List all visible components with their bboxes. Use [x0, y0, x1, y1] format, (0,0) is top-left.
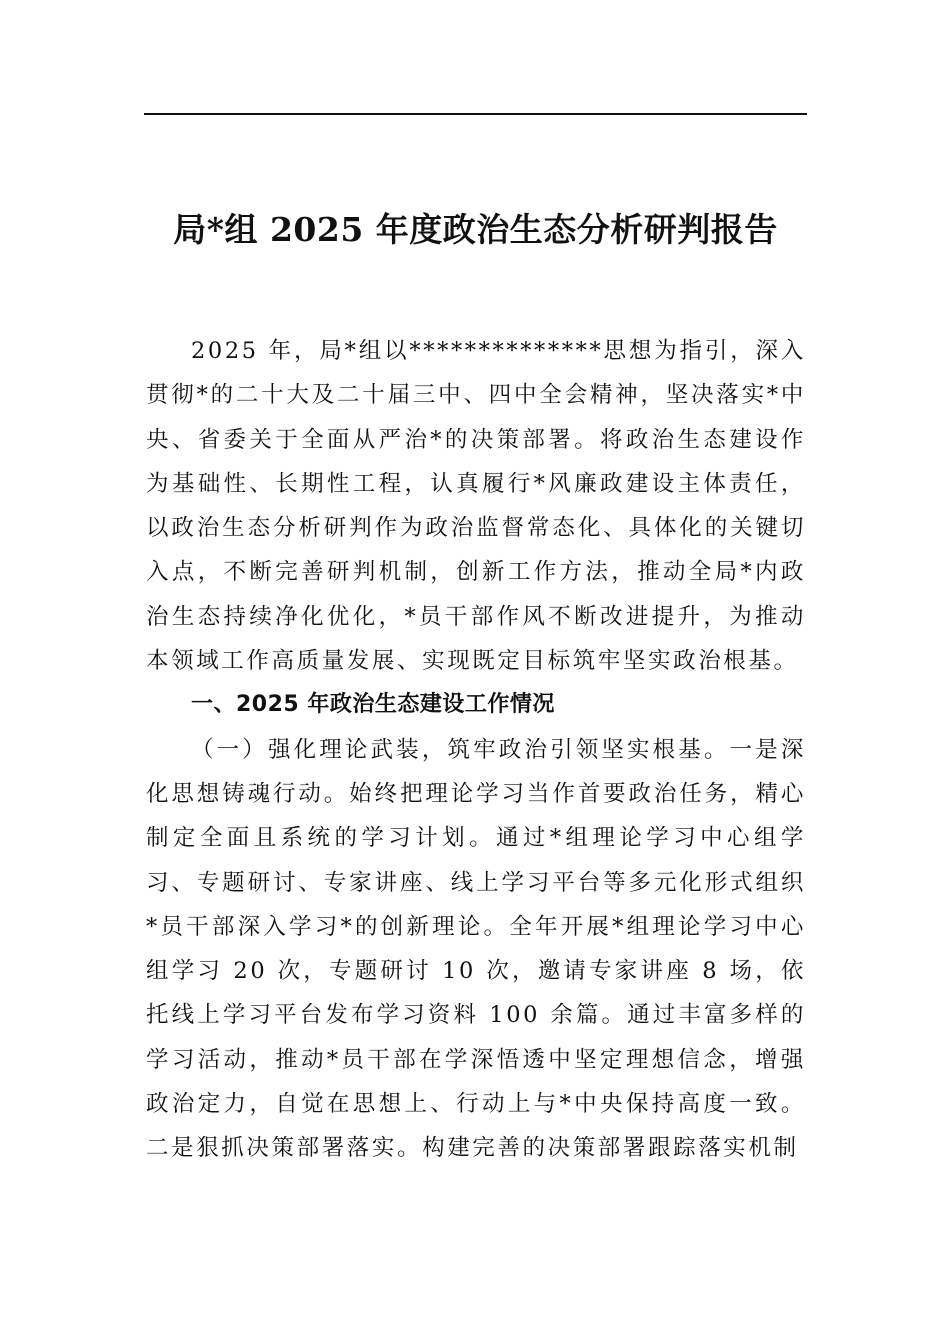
section-heading-1: 一、2025 年政治生态建设工作情况: [191, 692, 555, 718]
intro-paragraph: 2025 年，局*组以**************思想为指引，深入贯彻*的二十大及二十届三中、四中全会精神，坚决落实*中央、省委关于全面从严治*的决策部署。将政治生态建设作为基础性、长期性工程，认真履行*风廉政建设主体责任，以政治生态分析研判作为政治监督常态化、具体化的关键切入点，不断完善研判机制，创新工作方法，推动全局*内政治生态持续净化优化，*员干部作风不断改进提升，为推动本领域工作高质量发展、实现既定目标筑牢坚实政治根基。: [146, 338, 806, 675]
section-1-paragraph-1: （一）强化理论武装，筑牢政治引领坚实根基。一是深化思想铸魂行动。始终把理论学习当作首要政治任务，精心制定全面且系统的学习计划。通过*组理论学习中心组学习、专题研讨、专家讲座、线上学习平台等多元化形式组织*员干部深入学习*的创新理论。全年开展*组理论学习中心组学习 20 次，专题研讨 10 次，邀请专家讲座 8 场，依托线上学习平台发布学习资料 100 余篇。通过丰富多样的学习活动，推动*员干部在学深悟透中坚定理想信念，增强政治定力，自觉在思想上、行动上与*中央保持高度一致。二是狠抓决策部署落实。构建完善的决策部署跟踪落实机制: [146, 736, 806, 1162]
document-title: 局*组 2025 年度政治生态分析研判报告: [173, 210, 778, 250]
header-rule: [144, 113, 807, 115]
document-body: [146, 329, 806, 1171]
